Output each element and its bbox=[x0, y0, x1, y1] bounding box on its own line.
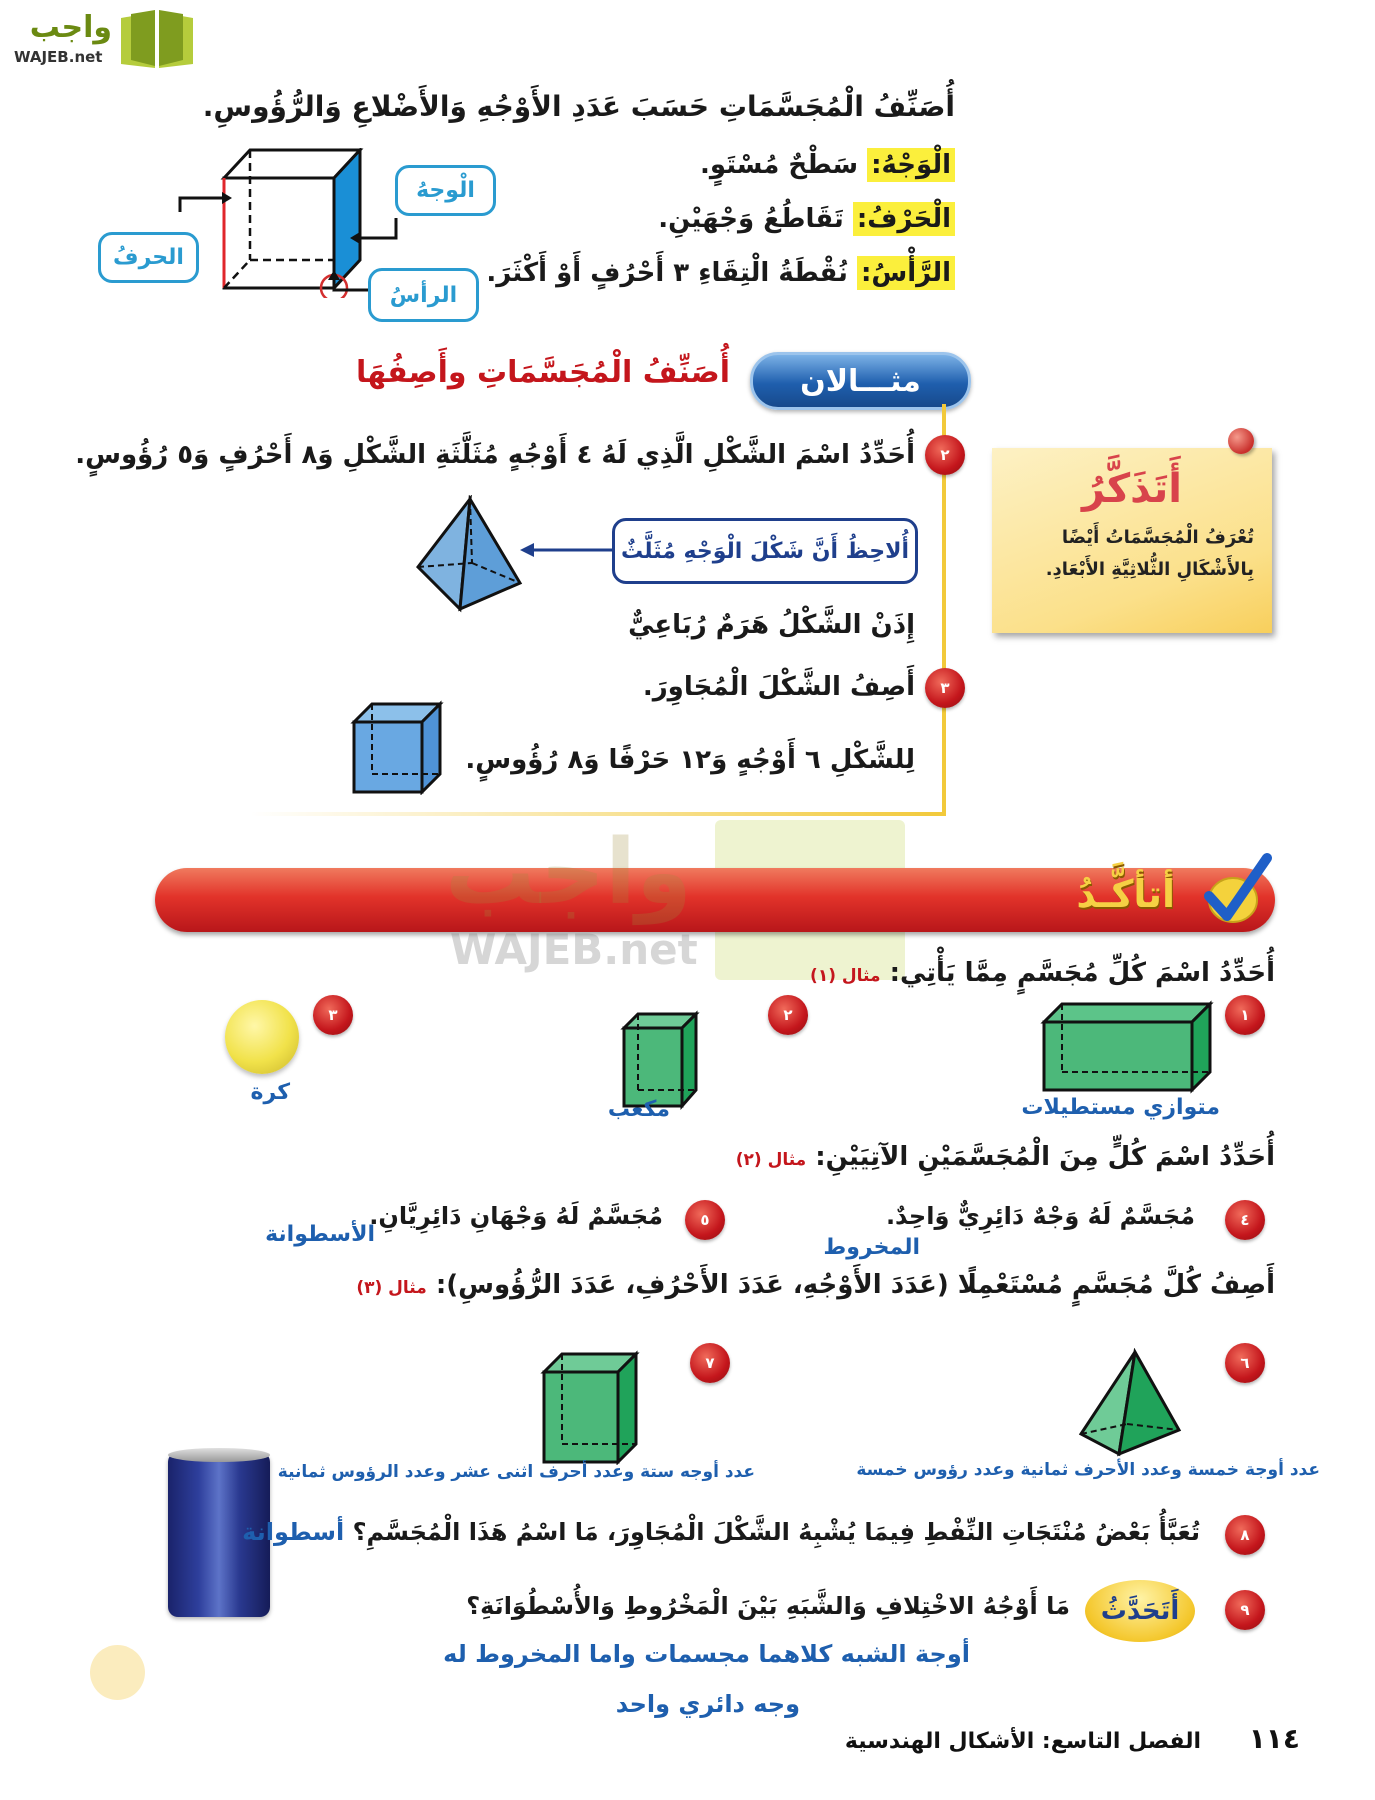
section3-prompt-text: أَصِفُ كُلَّ مُجَسَّمٍ مُسْتَعْمِلًا (عَدَدَ الأَوْجُهِ، عَدَدَ الأَحْرُفِ، عَدَدَ الرُّؤُوسِ): bbox=[435, 1270, 1275, 1300]
answer-1: متوازي مستطيلات bbox=[1021, 1095, 1220, 1120]
answer-7: عدد أوجه ستة وعدد أحرف اثنى عشر وعدد الرؤوس ثمانية bbox=[277, 1462, 755, 1482]
example-3-question: أَصِفُ الشَّكْلَ الْمُجَاوِرَ. bbox=[642, 672, 915, 702]
answer-8: أسطوانة bbox=[242, 1518, 345, 1546]
pyramid-blue-icon bbox=[410, 495, 530, 615]
chapter-label: الفصل التاسع: bbox=[1041, 1729, 1202, 1754]
check-title: أتأكَّـدُ bbox=[1076, 872, 1175, 916]
can-rim bbox=[168, 1448, 270, 1462]
watermark-latin: WAJEB.net bbox=[450, 925, 698, 974]
question-9: مَا أَوْجُهُ الاخْتِلافِ وَالشَّبَهِ بَيْنَ الْمَخْرُوطِ وَالأُسْطُوَانَةِ؟ bbox=[466, 1592, 1070, 1620]
answer-2: مكعب bbox=[607, 1097, 670, 1122]
example-2-answer: إِذَنْ الشَّكْلُ هَرَمٌ رُبَاعِيٌّ bbox=[628, 610, 915, 640]
question-number-8: ٨ bbox=[1225, 1515, 1265, 1555]
example-number-3: ٣ bbox=[925, 668, 965, 708]
pushpin-icon bbox=[1228, 428, 1254, 454]
section2-ref: مثال (٢) bbox=[735, 1150, 807, 1170]
section2-prompt bbox=[736, 1142, 1275, 1172]
section1-prompt bbox=[810, 958, 1275, 988]
question-8-text: تُعَبَّأُ بَعْضُ مُنْتَجَاتِ النِّفْطِ فِيمَا يُشْبِهُ الشَّكْلَ الْمُجَاوِرَ، مَا اسْمُ هَذَا الْمُجَسَّمِ؟ bbox=[352, 1518, 1200, 1546]
answer-9-line1: أوجة الشبه كلاهما مجسمات واما المخروط له bbox=[443, 1640, 970, 1668]
tennis-ball-image bbox=[225, 1000, 299, 1074]
intro-heading: أُصَنِّفُ الْمُجَسَّمَاتِ حَسَبَ عَدَدِ الأَوْجُهِ وَالأَضْلاعِ وَالرُّؤُوسِ. bbox=[202, 90, 955, 123]
book-icon bbox=[117, 8, 197, 70]
cube-blue-icon bbox=[350, 700, 445, 795]
remember-title: أَتَذَكَّرُ bbox=[1082, 466, 1182, 512]
question-number-5: ٥ bbox=[685, 1200, 725, 1240]
definition-face bbox=[486, 150, 955, 204]
section3-ref: مثال (٣) bbox=[356, 1278, 427, 1298]
checkmark-icon bbox=[1195, 852, 1275, 932]
section3-prompt bbox=[356, 1270, 1275, 1300]
logo-latin: WAJEB.net bbox=[14, 48, 103, 66]
examples-title: أُصَنِّفُ الْمُجَسَّمَاتِ وأَصِفُهَا bbox=[355, 355, 730, 390]
section1-prompt-text: أُحَدِّدُ اسْمَ كُلِّ مُجَسَّمٍ مِمَّا يَأْتِي: bbox=[889, 958, 1275, 988]
pyramid-green-icon bbox=[1075, 1348, 1185, 1458]
page-number: ١١٤ bbox=[1248, 1722, 1300, 1755]
remember-note bbox=[992, 448, 1272, 633]
watermark-arabic: واجب bbox=[445, 820, 692, 925]
question-number-6: ٦ bbox=[1225, 1343, 1265, 1383]
question-number-3: ٣ bbox=[313, 995, 353, 1035]
definition-term: الْحَرْفُ: bbox=[853, 202, 955, 236]
rectangular-prism-green-icon bbox=[540, 1350, 640, 1465]
question-number-1: ١ bbox=[1225, 995, 1265, 1035]
question-number-7: ٧ bbox=[690, 1343, 730, 1383]
decorative-logo-icon bbox=[90, 1645, 145, 1700]
question-4: مُجَسَّمٌ لَهُ وَجْهٌ دَائِرِيٌّ وَاحِدٌ. bbox=[885, 1202, 1195, 1230]
examples-badge: مثـــالان bbox=[750, 352, 971, 410]
section1-ref: مثال (١) bbox=[810, 966, 881, 986]
logo-arabic: واجب bbox=[29, 10, 112, 45]
question-number-2: ٢ bbox=[768, 995, 808, 1035]
definition-term: الرَّأْسُ: bbox=[857, 256, 955, 290]
definition-vertex bbox=[486, 258, 955, 312]
remember-text: تُعْرَفُ الْمُجَسَّمَاتُ أَيْضًا بِالأَشْكَالِ الثُّلاثِيَّةِ الأَبْعَادِ. bbox=[1045, 527, 1254, 581]
definition-text: نُقْطَةُ الْتِقَاءِ ٣ أَحْرُفٍ أَوْ أَكْثَرَ. bbox=[486, 258, 848, 288]
example-2-note: أُلاحِظُ أَنَّ شَكْلَ الْوَجْهِ مُثَلَّثٌ bbox=[612, 518, 918, 584]
definition-text: سَطْحٌ مُسْتَوٍ. bbox=[700, 150, 859, 180]
question-number-4: ٤ bbox=[1225, 1200, 1265, 1240]
example-bracket-bottom bbox=[250, 812, 946, 816]
answer-3: كرة bbox=[250, 1080, 290, 1105]
chapter-title: الأشكال الهندسية bbox=[844, 1729, 1035, 1754]
wajeb-logo bbox=[12, 8, 192, 68]
answer-5: الأسطوانة bbox=[265, 1222, 375, 1247]
answer-6: عدد أوجة خمسة وعدد الأحرف ثمانية وعدد رؤوس خمسة bbox=[856, 1460, 1320, 1480]
definition-term: الْوَجْهُ: bbox=[867, 148, 955, 182]
rectangular-prism-icon bbox=[1040, 1000, 1215, 1095]
arrow-left-icon bbox=[520, 540, 615, 560]
definition-text: تَقَاطُعُ وَجْهَيْنِ. bbox=[658, 204, 844, 234]
label-edge: الحرفُ bbox=[98, 232, 199, 283]
page-footer bbox=[845, 1722, 1300, 1755]
question-number-9: ٩ bbox=[1225, 1590, 1265, 1630]
talk-badge: أَتَحَدَّثُ bbox=[1085, 1580, 1195, 1642]
definition-edge bbox=[486, 204, 955, 258]
cube-green-icon bbox=[620, 1010, 700, 1110]
question-8 bbox=[242, 1518, 1200, 1546]
label-face: الْوجهُ bbox=[395, 165, 496, 216]
definition-list bbox=[486, 150, 955, 312]
section2-prompt-text: أُحَدِّدُ اسْمَ كُلٍّ مِنَ الْمُجَسَّمَيْنِ الآتِيَيْنِ: bbox=[815, 1142, 1275, 1172]
example-3-answer: لِلشَّكْلِ ٦ أَوْجُهٍ وَ١٢ حَرْفًا وَ٨ رُؤُوسٍ. bbox=[465, 745, 915, 775]
example-number-2: ٢ bbox=[925, 435, 965, 475]
question-5: مُجَسَّمٌ لَهُ وَجْهَانِ دَائِرِيَّانِ. bbox=[369, 1202, 663, 1230]
example-2-question: أُحَدِّدُ اسْمَ الشَّكْلِ الَّذِي لَهُ ٤ أَوْجُهٍ مُثَلَّثَةِ الشَّكْلِ وَ٨ أَحْرُفٍ وَ٥ رُؤُوسٍ. bbox=[75, 440, 915, 470]
label-vertex: الرأسُ bbox=[368, 268, 479, 322]
answer-9-line2: وجه دائري واحد bbox=[615, 1690, 800, 1718]
answer-4: المخروط bbox=[823, 1235, 920, 1260]
